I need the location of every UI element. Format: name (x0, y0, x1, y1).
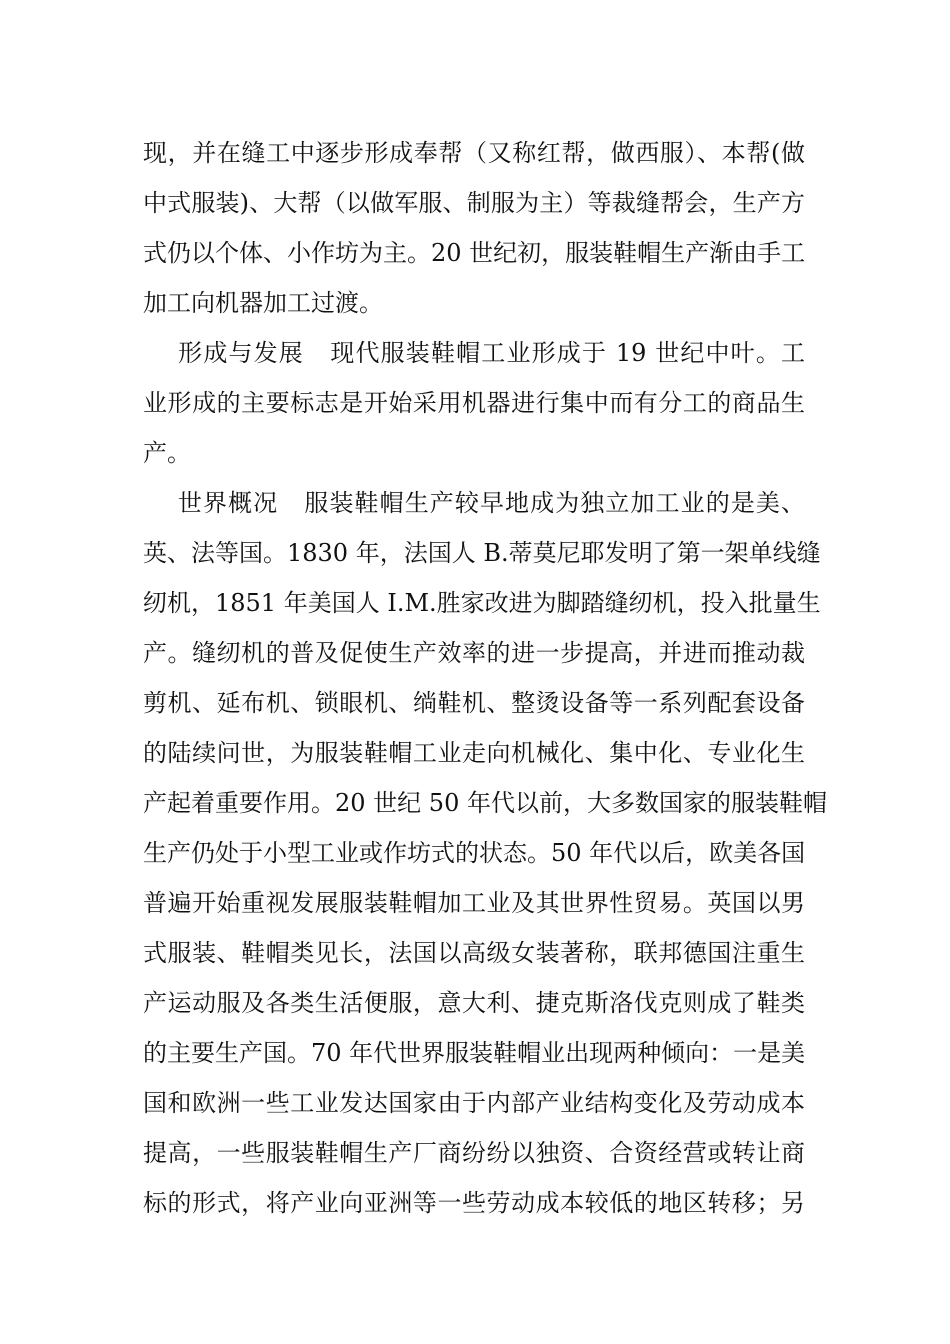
text-line: 的陆续问世，为服装鞋帽工业走向机械化、集中化、专业化生 (143, 739, 805, 767)
text-line: 提高，一些服装鞋帽生产厂商纷纷以独资、合资经营或转让商 (143, 1139, 805, 1167)
text-line: 普遍开始重视发展服装鞋帽加工业及其世界性贸易。英国以男 (143, 889, 805, 917)
text-line: 产。 (143, 439, 191, 467)
text-line: 产起着重要作用。20 世纪 50 年代以前，大多数国家的服装鞋帽 (143, 789, 827, 817)
text-line: 的主要生产国。70 年代世界服装鞋帽业出现两种倾向：一是美 (143, 1039, 806, 1067)
text-line: 纫机，1851 年美国人 I.M.胜家改进为脚踏缝纫机，投入批量生 (143, 589, 821, 617)
text-line: 国和欧洲一些工业发达国家由于内部产业结构变化及劳动成本 (143, 1089, 805, 1117)
text-line: 产。缝纫机的普及促使生产效率的进一步提高，并进而推动裁 (143, 639, 805, 667)
text-line: 生产仍处于小型工业或作坊式的状态。50 年代以后，欧美各国 (143, 839, 806, 867)
text-line: 世界概况 服装鞋帽生产较早地成为独立加工业的是美、 (143, 489, 805, 517)
text-line: 业形成的主要标志是开始采用机器进行集中而有分工的商品生 (143, 389, 805, 417)
text-line: 式仍以个体、小作坊为主。20 世纪初，服装鞋帽生产渐由手工 (143, 239, 806, 267)
text-line: 英、法等国。1830 年，法国人 B.蒂莫尼耶发明了第一架单线缝 (143, 539, 821, 567)
text-line: 标的形式，将产业向亚洲等一些劳动成本较低的地区转移；另 (143, 1189, 805, 1217)
text-line: 现，并在缝工中逐步形成奉帮（又称红帮，做西服）、本帮(做 (143, 139, 805, 167)
text-line: 形成与发展 现代服装鞋帽工业形成于 19 世纪中叶。工 (143, 339, 805, 367)
text-line: 加工向机器加工过渡。 (143, 289, 383, 317)
text-line: 剪机、延布机、锁眼机、绱鞋机、整烫设备等一系列配套设备 (143, 689, 805, 717)
text-line: 式服装、鞋帽类见长，法国以高级女装著称，联邦德国注重生 (143, 939, 805, 967)
text-line: 产运动服及各类生活便服，意大利、捷克斯洛伐克则成了鞋类 (143, 989, 805, 1017)
text-line: 中式服装)、大帮（以做军服、制服为主）等裁缝帮会，生产方 (143, 189, 805, 217)
